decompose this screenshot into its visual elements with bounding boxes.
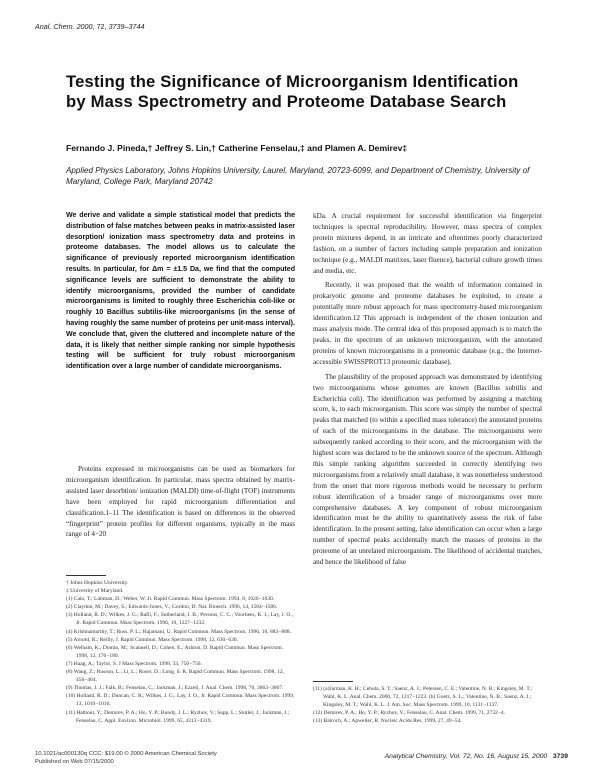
reference: (11) (a)Jarman, K. H.; Cebula, S. T.; Saenz, A. J.; Petersen, C. E.; Valentine, N. B.; Kingsley, M. T.; Wahl, K. L. Anal. Chem. 2000, 72, 1217−1223. (b) Goetz, S. L.; Valentine, N. B.; Saenz, A. J.; Kingsley, M. T.; Wahl, K. L. J. Am. Soc. Mass Spectrom. 1999, 10, 1131−1137. <box>313 686 533 709</box>
reference: (8) Wang, Z.; Russon, L.; Li, L.; Roser, D.; Long, S. R. Rapid Commun. Mass Spectrom. 1998, 12, 456−464. <box>66 669 285 684</box>
footnotes-right <box>313 681 542 725</box>
reference: (7) Haag, A.; Taylor, S. J Mass Spectrom. 1998, 33, 750−756. <box>66 660 202 667</box>
reference: (9) Thomas, J. J.; Falk, B.; Fenselau, C.; Jackman, J.; Ezzell, J. Anal. Chem. 1998, 70, 3863−3867. <box>66 685 284 692</box>
reference: (12) Demirev, P. A.; Ho, Y. P.; Ryzhov, V.; Fenselau, C. Anal. Chem. 1999, 71, 2732−4. <box>313 710 506 717</box>
reference: (10) Holland, R. D.; Duncan, C. R.; Wilkes, J. G.; Lay, J. O., Jr. Rapid Commun. Mass Spectrom. 1999, 13, 1010−1016. <box>66 693 295 708</box>
reference: (1) Cain, T.; Lubman, D.; Weber, W. Jr. Rapid Commun. Mass Spectrom. 1994, 8, 1026−1030. <box>66 596 275 603</box>
reference: (6) Welham, K.; Domin, M.; Scannell, D.; Cohen, E.; Ashton, D. Rapid Commun. Mass Spectrom. 1998, 12, 176−180. <box>66 644 283 659</box>
footer-copyright <box>35 751 217 766</box>
footer-published: Published on Web 07/15/2000 <box>35 758 114 765</box>
journal-year: 2000, <box>76 22 95 31</box>
footer-journal-info: Analytical Chemistry, Vol. 72, No. 16, August 15, 2000 <box>384 753 548 760</box>
journal-citation <box>35 22 145 31</box>
page-number: 3739 <box>552 753 568 760</box>
footnote: ‡ University of Maryland. <box>66 588 124 595</box>
abstract <box>66 211 295 373</box>
footnotes-left <box>66 575 295 725</box>
body-column-left <box>66 464 295 540</box>
author-list: Fernando J. Pineda,† Jeffrey S. Lin,† Catherine Fenselau,‡ and Plamen A. Demirev‡ <box>66 143 408 153</box>
footer-doi: 10.1021/ac000130q CCC: $19.00 © 2000 American Chemical Society <box>35 751 217 757</box>
footnote-rule <box>313 681 353 682</box>
reference: (13) Bairoch, A.; Apweiler, R. Nucleic Acids Res. 1999, 27, 49−54. <box>313 718 462 725</box>
body-column-right <box>313 211 542 572</box>
journal-pages: 3739–3744 <box>108 22 145 31</box>
abstract-text: We derive and validate a simple statistical model that predicts the distribution of false matches between peaks in matrix-assisted laser desorption/ ionization mass spectrometry data and proteins in proteome databases. The model allows us to calculate the significance of previously reported microorganism identification results. In particular, for Δm = ±1.5 Da, we find that the computed significance levels are sufficient to demonstrate the ability to identify microorganisms, provided the number of candidate microorganisms is limited to roughly three Escherichia coli-like or roughly 10 Bacillus subtilis-like microorganisms (in the sense of having roughly the same number of proteins per unit-mass interval). We conclude that, given the cluttered and incomplete nature of the data, it is likely that neither simple ranking nor simple hypothesis testing will be sufficient for truly robust microorganism identification over a large number of candidate microorganisms. <box>66 212 295 371</box>
footer-journal <box>342 753 568 760</box>
reference: (5) Arnold, R.; Reilly, J. Rapid Commun. Mass Spectrom. 1998, 12, 630−636. <box>66 636 239 643</box>
affiliation: Applied Physics Laboratory, Johns Hopkins University, Laurel, Maryland, 20723-6099, and Department of Chemistry, University of Maryland, College Park, Maryland 20742 <box>66 166 530 186</box>
journal-name: Anal. Chem. <box>35 22 75 31</box>
body-paragraph: The plausibility of the proposed approach was demonstrated by identifying two microorganisms whose genomes are known (Bacillus subtilis and Escherichia coli). The identification was performed by assigning a matching score, k, to each microorganism. This score was simply the number of spectral peaks that matched (to within a specified mass tolerance) the annotated proteins of each of the microorganisms in the database. The microorganisms were subsequently ranked according to their score, and the microorganism with the highest score was declared to be the unknown source of the spectrum. Although this simple ranking algorithm succeeded in correctly identifying two microorganisms from a relatively small database, it was nonetheless understood from the onset that more rigorous methods would be necessary to perform robust identification of a broader range of microorganisms over more comprehensive databases. A key component of robust microorganism identification must be the ability to quantitatively assess the risk of false identification. In the present setting, false identification can occur when a large number of spectral peaks accidentally match the masses of proteins in the proteome of an unrelated microorganism. The likelihood of accidental matches, and hence the likelihood of false <box>313 372 542 567</box>
paper-title: Testing the Significance of Microorganism Identification by Mass Spectrometry and Proteome Database Search <box>66 72 519 111</box>
reference: (4) Krishnamurthy, T.; Ross, P. L.; Rajamani, U. Rapid Commun. Mass Spectrom. 1996, 10, 883−888. <box>66 628 291 635</box>
reference: (11) Hathout, Y.; Demirev, P. A.; Ho, Y. P.; Bundy, J. L.; Ryzhov, V.; Sapp, L.; Stutler, J.; Jackman, J.; Fenselau, C. Appl. Environ. Microbiol. 1999, 65, 4313−4319. <box>66 709 290 724</box>
reference: (2) Claydon, M.; Davey, S.; Edwards-Jones, V.; Gordon, D. Nat. Biotech. 1996, 14, 1584−1586. <box>66 604 278 611</box>
journal-volume: 72, <box>96 22 107 31</box>
footnote-rule <box>66 575 106 576</box>
reference: (3) Holland, R. D.; Wilkes, J. G.; Rafii, F.; Sutherland, J. B.; Persons, C. C.; Voorhees, K. J.; Lay, J. O., Jr. Rapid Commun. Mass Spectrom. 1996, 10, 1227−1232. <box>66 612 294 627</box>
body-paragraph: kDa. A crucial requirement for successful identification via fingerprint techniques is spectral reproducibility. However, mass spectra of complex protein mixtures depend, in an intricate and oftentimes poorly characterized fashion, on a number of factors including sample preparation and ionization technique (e.g., MALDI matrixes, laser fluence), bacterial culture growth times and media, etc. <box>313 212 542 275</box>
body-paragraph: Recently, it was proposed that the wealth of information contained in prokaryotic genome and proteome databases be exploited, to create a potentially more robust approach for mass spectrometry-based microorganism identification.12 This approach is independent of the chosen ionization and mass analysis mode. The central idea of this proposed approach is to match the peaks, in the spectrum of an unknown microorganism, with the annotated proteins of known microorganisms in a proteomic database (e.g., the Internet-accessible SWISSPROT13 proteomic database). <box>313 281 542 366</box>
body-paragraph: Proteins expressed in microorganisms can be used as biomarkers for microorganism identification. In particular, mass spectra obtained by matrix-assisted laser desorbtion/ ionization (MALDI) time-of-flight (TOF) instruments have been employed for rapid microorganism differentiation and classification.1–11 The identification is based on differences in the observed “fingerprint” protein profiles for different organisms, typically in the mass range of 4−20 <box>66 465 295 539</box>
footnote: † Johns Hopkins University. <box>66 580 129 586</box>
